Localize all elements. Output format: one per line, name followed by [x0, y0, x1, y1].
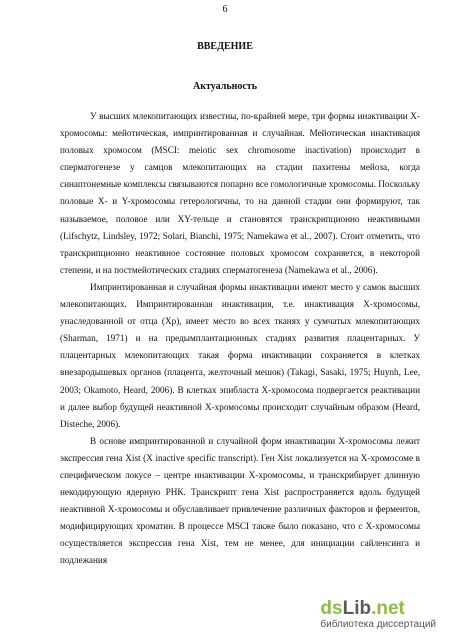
watermark-subtitle: библиотека диссертаций — [320, 619, 436, 630]
body-text — [60, 108, 420, 570]
page-number: 6 — [222, 4, 228, 15]
watermark-logo-net: .net — [371, 598, 405, 619]
chapter-title: ВВЕДЕНИЕ — [197, 41, 253, 52]
watermark — [320, 599, 436, 630]
paragraph-3: В основе импринтированной и случайной форм инактивации X-хромосомы лежит экспрессия гена Xist (X inactive specific transcript). Ген Xist локализуется на X-хромосоме в специфическом локусе – центре инактивации X-хромосомы, и транскрибирует длинную некодирующую ядерную РНК. Транскрипт гена Xist распространяется вдоль будущей неактивной X-хромосомы и обуславливает привлечение различных факторов и ферментов, модифицирующих хроматин. В процессе MSCI также было показано, что с X-хромосомы осуществляется экспрессия гена Xist, тем не менее, для инициации сайленсинга и подлежания — [60, 435, 420, 566]
section-title: Актуальность — [192, 81, 258, 92]
watermark-logo — [320, 599, 436, 619]
watermark-logo-ds: ds — [320, 598, 343, 619]
paragraph-1: У высших млекопитающих известны, по-крайней мере, три формы инактивации X-хромосомы: мейотическая, импринтированная и случайная. Мейотическая инактивация половых хромосом (MSCI: meiotic sex chromosome inactivation) происходит в сперматогенезе у самцов млекопитающих на стадии пахитены мейоза, когда синаптонемные комплексы связываются попарно все гомологичные хромосомы. Поскольку половые X- и Y-хромосомы гетерологичны, то на данной стадии они формируют, так называемое, половое или XY-тельце и становятся транскрипционно неактивными (Lifschytz, Lindsley, 1972; Solari, Bianchi, 1975; Namekawa et al., 2007). Стоит отметить, что транскрипционно неактивное состояние половых хромосом сохраняется, в некоторой степени, и на постмейотических стадиях сперматогенеза (Namekawa et al., 2006). — [60, 111, 420, 275]
watermark-logo-lib: Lib — [342, 598, 372, 619]
paragraph-2: Импринтированная и случайная формы инактивации имеют место у самок высших млекопитающих. Импринтированная инактивация, т.е. инактивация X-хромосомы, унаследованной от отца (Xp), имеет место во всех тканях у сумчатых млекопитающих (Sharman, 1971) и на предымплантационных стадиях развития плацентарных. У плацентарных млекопитающих такая форма инактивации сохраняется в клетках внезародышевых органов (плацента, желточный мешок) (Takagi, Sasaki, 1975; Huynh, Lee, 2003; Okamoto, Heard, 2006). В клетках эпибласта X-хромосома подвергается реактивации и далее выбор будущей неактивной X-хромосомы происходит случайным образом (Heard, Disteche, 2006). — [60, 281, 420, 429]
